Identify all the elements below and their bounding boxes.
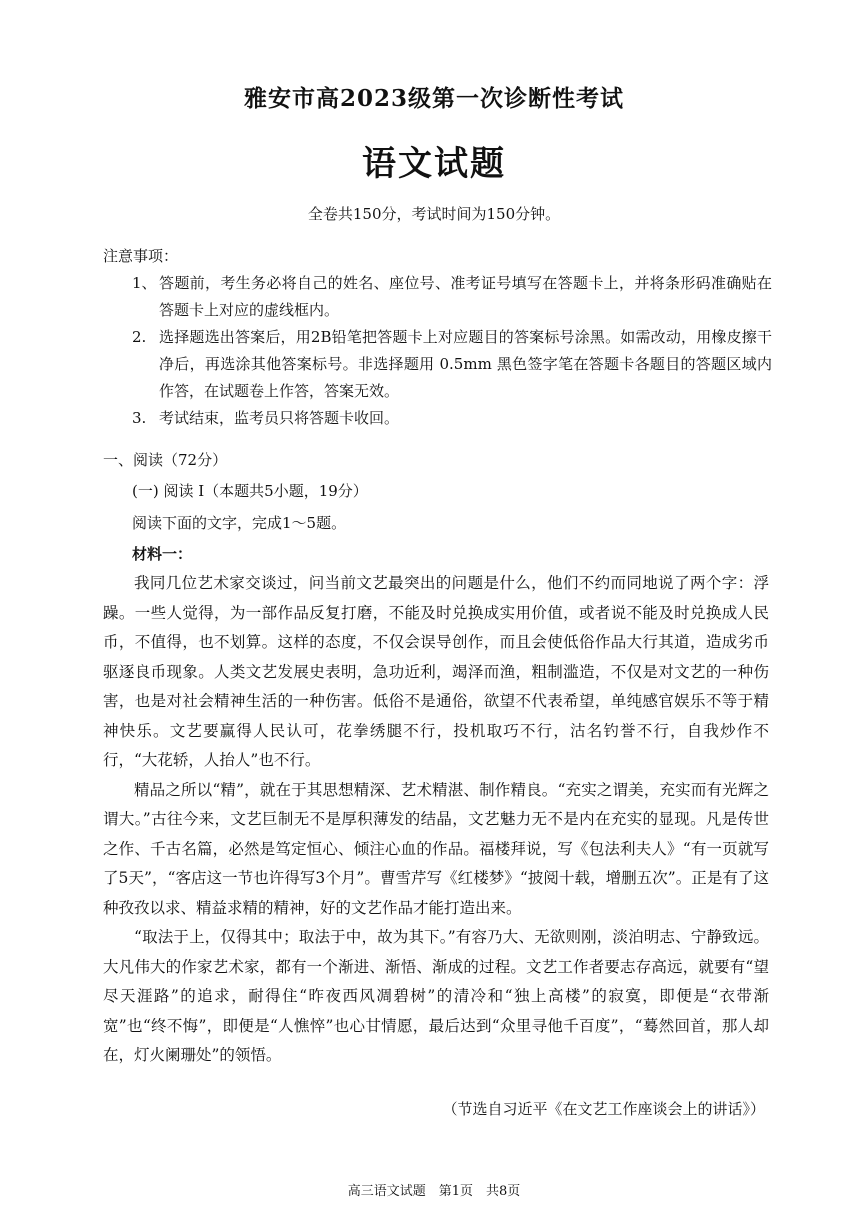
article-body [103, 569, 769, 1071]
article-paragraph: “取法于上，仅得其中；取法于中，故为其下。”有容乃大、无欲则刚，淡泊明志、宁静致远。大凡伟大的作家艺术家，都有一个渐进、渐悟、渐成的过程。文艺工作者要志存高远，就要有“望尽天涯路”的追求，耐得住“昨夜西风凋碧树”的清冷和“独上高楼”的寂寞，即便是“衣带渐宽”也“终不悔”，即便是“人憔悴”也心甘情愿，最后达到“众里寻他千百度”，“蓦然回首，那人却在，灯火阑珊处”的领悟。 [103, 928, 769, 1064]
notice-item [132, 270, 772, 324]
notice-item-text: 答题前，考生务必将自己的姓名、座位号、准考证号填写在答题卡上，并将条形码准确贴在答题卡上对应的虚线框内。 [159, 274, 772, 319]
subsection-heading: (一) 阅读 I（本题共5小题，19分） [132, 482, 368, 500]
section-heading: 一、阅读（72分） [103, 451, 228, 469]
notice-list [132, 270, 772, 432]
article-paragraph: 我同几位艺术家交谈过，问当前文艺最突出的问题是什么，他们不约而同地说了两个字：浮躁。一些人觉得，为一部作品反复打磨，不能及时兑换成实用价值，或者说不能及时兑换成人民币，不值得，也不划算。这样的态度，不仅会误导创作，而且会使低俗作品大行其道，造成劣币驱逐良币现象。人类文艺发展史表明，急功近利，竭泽而渔，粗制滥造，不仅是对文艺的一种伤害，也是对社会精神生活的一种伤害。低俗不是通俗，欲望不代表希望，单纯感官娱乐不等于精神快乐。文艺要赢得人民认可，花拳绣腿不行，投机取巧不行，沽名钓誉不行，自我炒作不行，“大花轿，人抬人”也不行。 [103, 574, 769, 769]
page-footer: 高三语文试题 第1页 共8页 [347, 1184, 521, 1199]
exam-title: 雅安市高2023级第一次诊断性考试 [243, 85, 624, 112]
notice-item-number: 2. [132, 328, 147, 346]
notice-item [132, 324, 772, 405]
notice-item-text: 考试结束，监考员只将答题卡收回。 [159, 409, 400, 427]
subject-title: 语文试题 [362, 144, 506, 184]
article-paragraph: 精品之所以“精”，就在于其思想精深、艺术精湛、制作精良。“充实之谓美，充实而有光辉之谓大。”古往今来，文艺巨制无不是厚积薄发的结晶，文艺魅力无不是内在充实的显现。凡是传世之作、千古名篇，必然是笃定恒心、倾注心血的作品。福楼拜说，写《包法利夫人》“有一页就写了5天”，“客店这一节也许得写3个月”。曹雪芹写《红楼梦》“披阅十载，增删五次”。正是有了这种孜孜以求、精益求精的精神，好的文艺作品才能打造出来。 [103, 780, 769, 917]
notice-item [132, 405, 772, 432]
exam-info: 全卷共150分，考试时间为150分钟。 [307, 205, 561, 223]
source-citation: （节选自习近平《在文艺工作座谈会上的讲话》） [442, 1100, 765, 1118]
notice-heading: 注意事项： [103, 247, 179, 265]
notice-item-text: 选择题选出答案后，用2B铅笔把答题卡上对应题目的答案标号涂黑。如需改动，用橡皮擦干净后，再选涂其他答案标号。非选择题用 0.5mm 黑色签字笔在答题卡各题目的答题区域内作答，在试题卷上作答，答案无效。 [159, 328, 772, 400]
notice-item-number: 3. [132, 409, 147, 427]
reading-instruction: 阅读下面的文字，完成1～5题。 [132, 514, 347, 532]
notice-item-number: 1、 [132, 274, 157, 292]
material-label: 材料一： [132, 545, 193, 563]
